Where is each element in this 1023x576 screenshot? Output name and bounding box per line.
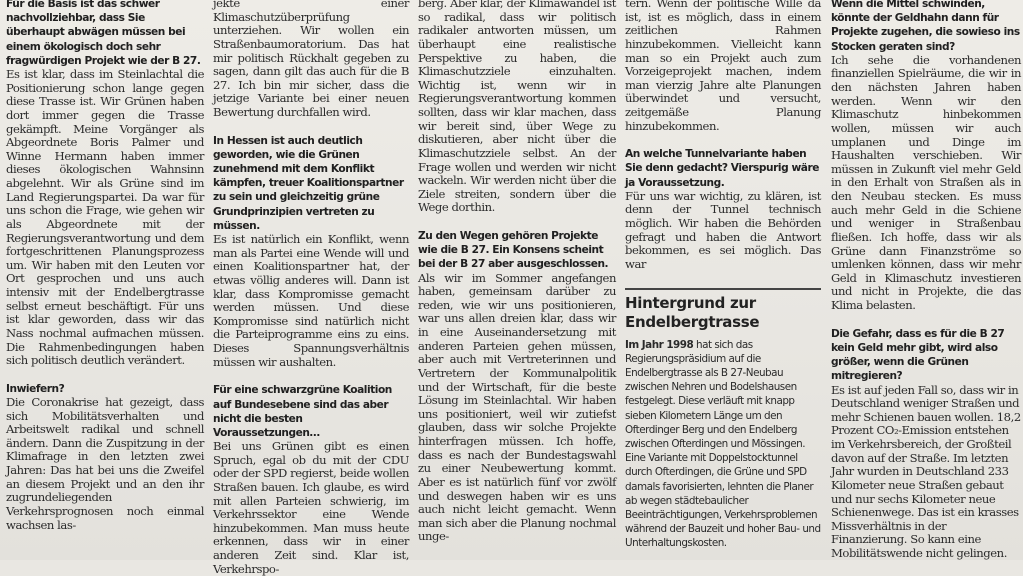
interview-answer: jekte einer Klimaschutzüberprüfung unterziehen. Wir wollen ein Straßenbaumoratorium. Das hat mir politisch Rückhalt gegeben zu sagen, dann gilt das auch für die B 27. Ich bin mir sicher, dass die jetzige Variante bei einer neuen Bewertung durchfallen wird. xyxy=(213,0,409,119)
interview-question: Inwiefern? xyxy=(6,382,65,395)
interview-answer: Es ist klar, dass im Steinlachtal die Positionierung schon lange gegen diese Trasse ist. Wir Grünen haben dort immer gegen die Trasse gekämpft. Meine Vorgänger als Abgeordnete Boris Palmer und Winne Hermann haben immer dieses ökologischen Wahnsinn abgelehnt. Wir als Grüne sind im Land Regierungspartei. Da war für uns schon die Frage, wie gehen wir als Abgeordnete mit der Regierungsverantwortung und dem fortgeschrittenen Planungsprozess um. Wir haben mit den Leuten vor Ort gesprochen und uns auch intensiv mit der Endelbergtrasse selbst erneut beschäftigt. Für uns ist klar geworden, dass wir das Nass nochmal aufmachen müssen. Die Rahmenbedingungen haben sich politisch deutlich verändert. xyxy=(6,67,204,368)
interview-answer: Bei uns Grünen gibt es einen Spruch, egal ob du mit der CDU oder der SPD regierst, beide wollen Straßen bauen. Ich glaube, es wird mit allen Parteien schwierig, im Verkehrssektor eine Wende hinzubekommen. Man muss heute erkennen, dass wir in einer anderen Zeit sind. Klar ist, Verkehrspo- xyxy=(213,439,409,576)
background-box-text xyxy=(625,338,821,551)
interview-question: An welche Tunnelvariante haben Sie denn gedacht? Vierspurig wäre ja Voraussetzung. xyxy=(625,148,819,189)
background-box-body: hat sich das Regierungspräsidium auf die Endelbergtrasse als B 27-Neubau zwischen Nehren und Bodelshausen festgelegt. Diese verläuft mit knapp sieben Kilometern Länge um den Ofterdinger Berg und den Endelberg zwischen Ofterdingen und Mössingen. Eine Variante mit Doppelstocktunnel durch Ofterdingen, die Grüne und SPD damals favorisierten, lehnten die Planer ab wegen städtebaulicher Beeinträchtigungen, Verkehrsproblemen während der Bauzeit und hoher Bau- und Unterhaltungskosten. xyxy=(625,338,821,550)
column-5 xyxy=(831,0,1021,563)
column-2 xyxy=(213,0,409,576)
interview-answer: berg. Aber klar, der Klimawandel ist so radikal, dass wir politisch radikaler antworten müssen, um überhaupt eine realistische Perspektive zu haben, die Klimaschutzziele einzuhalten. Wichtig ist, wenn wir in Regierungsverantwortung kommen sollten, dass wir klar machen, dass wir bereit sind, über Wege zu diskutieren, aber nicht über die Klimaschutzziele selbst. An der Frage wollen und werden wir nicht wackeln. Wir werden nicht über die Ziele streiten, sondern über die Wege dorthin. xyxy=(418,0,616,215)
interview-answer: Für uns war wichtig, zu klären, ist denn der Tunnel technisch möglich. Wir haben die Behörden gefragt und haben die Antwort bekommen, es sei möglich. Das war xyxy=(625,188,821,271)
column-3 xyxy=(418,0,616,563)
column-1 xyxy=(6,0,204,563)
background-box-title: Hintergrund zur Endelbergtrasse xyxy=(625,293,760,331)
interview-question: Für die Basis ist das schwer nachvollziehbar, dass Sie überhaupt abwägen müssen bei einem ökologisch doch sehr fragwürdigen Projekt wie der B 27. xyxy=(6,0,201,67)
interview-answer: Die Coronakrise hat gezeigt, dass sich Mobilitätsverhalten und Arbeitswelt radikal und schnell ändern. Dann die Zuspitzung in der Klimafrage in den letzten zwei Jahren: Das hat bei uns die Zweifel an diesem Projekt und an den ihr zugrundeliegenden Verkehrsprognosen noch einmal wachsen las- xyxy=(6,394,204,532)
interview-answer: Als wir im Sommer angefangen haben, gemeinsam darüber zu reden, wie wir uns positionieren, war uns allen dreien klar, dass wir in eine Auseinandersetzung mit anderen Parteien gehen müssen, aber auch mit Vertreterinnen und Vertretern der Kommunalpolitik und der Wirtschaft, für die beste Lösung im Steinlachtal. Wir haben uns positioniert, weil wir zutiefst glauben, dass wir solche Projekte hinterfragen müssen. Ich hoffe, dass es nach der Bundestagswahl zu einer Neubewertung kommt. Aber es ist natürlich fünf vor zwölf und deswegen haben wir es uns auch nicht leicht gemacht. Wenn man sich aber die Planung nochmal unge- xyxy=(418,270,616,544)
interview-answer: Es ist natürlich ein Konflikt, wenn man als Partei eine Wende will und einen Koalitionspartner hat, der etwas völlig anderes will. Dann ist klar, dass Kompromisse gemacht werden müssen. Und diese Kompromisse sind natürlich nicht die Parteiprogramme eins zu eins. Dieses Spannungsverhältnis müssen wir aushalten. xyxy=(213,232,409,369)
interview-question: Die Gefahr, dass es für die B 27 kein Geld mehr gibt, wird also größer, wenn die Grünen mitregieren? xyxy=(831,327,1005,383)
interview-question: In Hessen ist auch deutlich geworden, wie die Grünen zunehmend mit dem Konflikt kämpfen, treuer Koalitionspartner zu sein und gleichzeitig grüne Grundprinzipien vertreten zu müssen. xyxy=(213,134,404,232)
column-4 xyxy=(625,0,821,563)
interview-answer: Es ist auf jeden Fall so, dass wir in Deutschland weniger Straßen und mehr Schienen bauen wollen. 18,2 Prozent CO₂-Emission entstehen im Verkehrsbereich, der Großteil davon auf der Straße. Im letzten Jahr wurden in Deutschland 233 Kilometer neue Straßen gebaut und nur sechs Kilometer neue Schienenwege. Das ist ein krasses Missverhältnis in der Finanzierung. So kann eine Mobilitätswende nicht gelingen. xyxy=(831,382,1021,560)
interview-answer: tern. Wenn der politische Wille da ist, ist es möglich, dass in einem zeitlichen Rahmen hinzubekommen. Vielleicht kann man so ein Projekt auch zum Vorzeigeprojekt machen, indem man vierzig Jahre alte Planungen überwindet und versucht, zeitgemäße Planung hinzubekommen. xyxy=(625,0,821,133)
interview-question: Zu den Wegen gehören Projekte wie die B 27. Ein Konsens scheint bei der B 27 aber ausgeschlossen. xyxy=(418,230,609,271)
interview-answer: Ich sehe die vorhandenen finanziellen Spielräume, die wir in den nächsten Jahren haben werden. Wenn wir den Klimaschutz hinbekommen wollen, müssen wir auch umplanen und Dinge im Haushalten verschieben. Wir müssen in Zukunft viel mehr Geld in den Erhalt von Straßen als in den Neubau stecken. Es muss auch mehr Geld in die Schiene und weniger in Straßenbau fließen. Ich hoffe, dass wir als Grüne dann Finanzströme so umlenken können, dass wir mehr Geld in Klimaschutz investieren und nicht in Projekte, die das Klima belasten. xyxy=(831,52,1021,313)
background-box-lead: Im Jahr 1998 xyxy=(625,338,694,351)
interview-question: Für eine schwarzgrüne Koalition auf Bundesebene sind das aber nicht die besten Voraussetzungen… xyxy=(213,384,392,439)
background-box xyxy=(625,288,821,551)
interview-question: Wenn die Mittel schwinden, könnte der Geldhahn dann für Projekte zugehen, die sowieso ins Stocken geraten sind? xyxy=(831,0,1020,53)
